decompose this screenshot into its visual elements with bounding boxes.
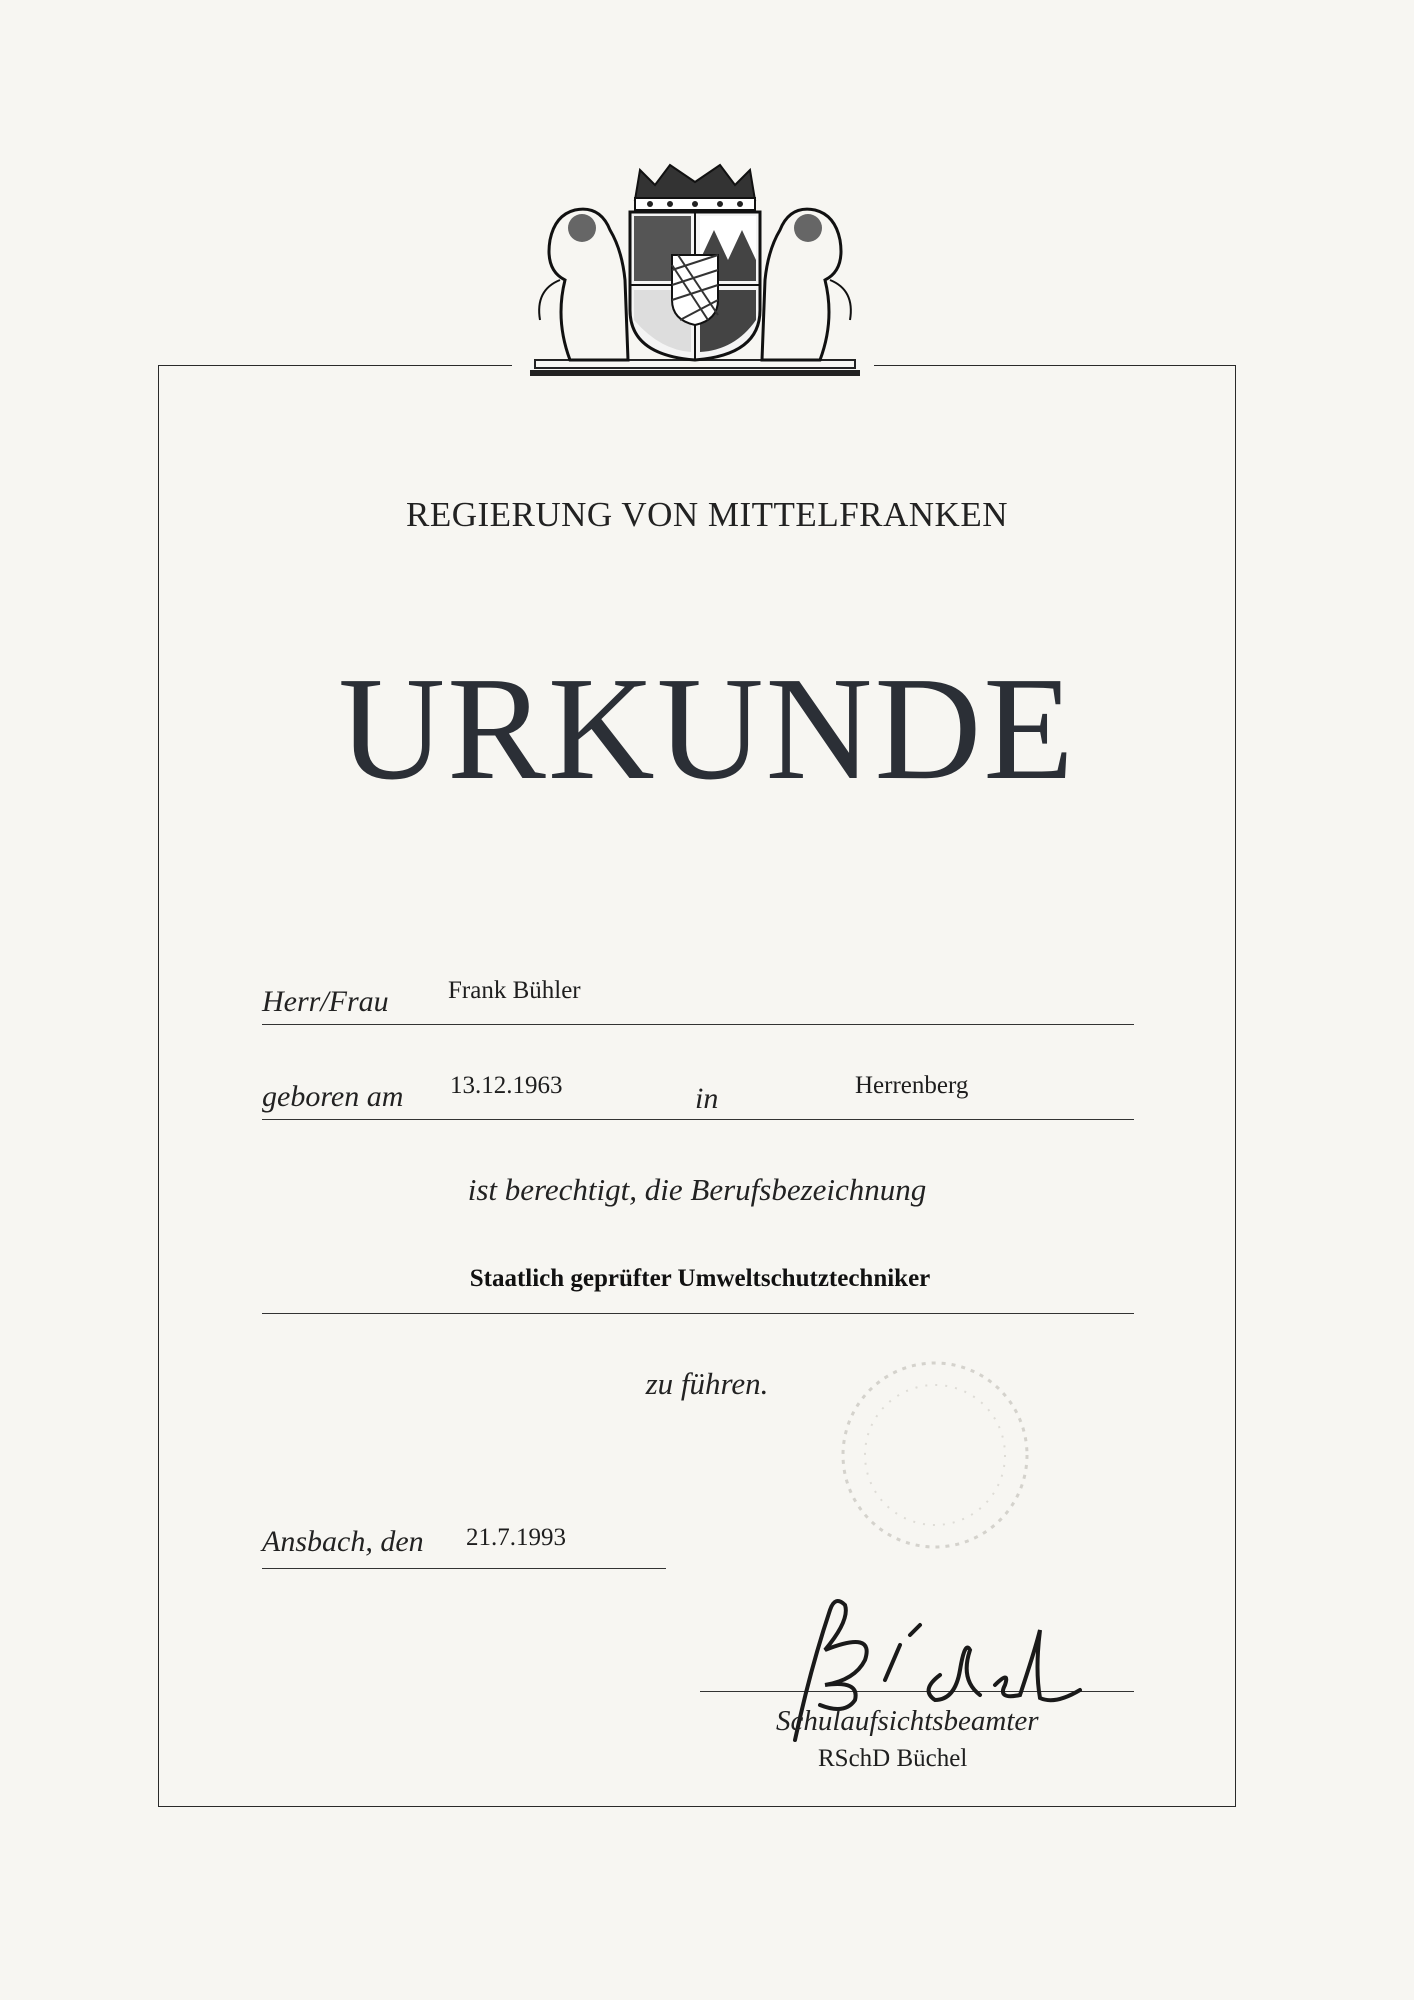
- profession-underline: [262, 1313, 1134, 1314]
- name-underline: [262, 1024, 1134, 1025]
- issue-date: 21.7.1993: [466, 1524, 566, 1551]
- issuing-authority: REGIERUNG VON MITTELFRANKEN: [406, 495, 1008, 534]
- profession-title: Staatlich geprüfter Umweltschutztechniker: [469, 1265, 931, 1292]
- name-label: Herr/Frau: [262, 985, 389, 1018]
- date-underline: [262, 1568, 666, 1569]
- signatory-name: RSchD Büchel: [818, 1745, 968, 1772]
- bavarian-coat-of-arms-icon: [530, 160, 860, 385]
- place-label: Ansbach, den: [262, 1525, 424, 1558]
- closing-text: zu führen.: [645, 1366, 769, 1401]
- document-title: URKUNDE: [338, 647, 1076, 811]
- entitlement-statement: ist berechtigt, die Berufsbezeichnung: [467, 1172, 927, 1207]
- birth-date: 13.12.1963: [450, 1072, 563, 1099]
- embossed-seal-icon: [830, 1350, 1040, 1560]
- name-value: Frank Bühler: [448, 977, 581, 1004]
- birth-in-label: in: [695, 1082, 719, 1115]
- signatory-title: Schulaufsichtsbeamter: [776, 1705, 1039, 1737]
- birth-label: geboren am: [262, 1080, 404, 1113]
- birth-underline: [262, 1119, 1134, 1120]
- birth-place: Herrenberg: [855, 1072, 969, 1099]
